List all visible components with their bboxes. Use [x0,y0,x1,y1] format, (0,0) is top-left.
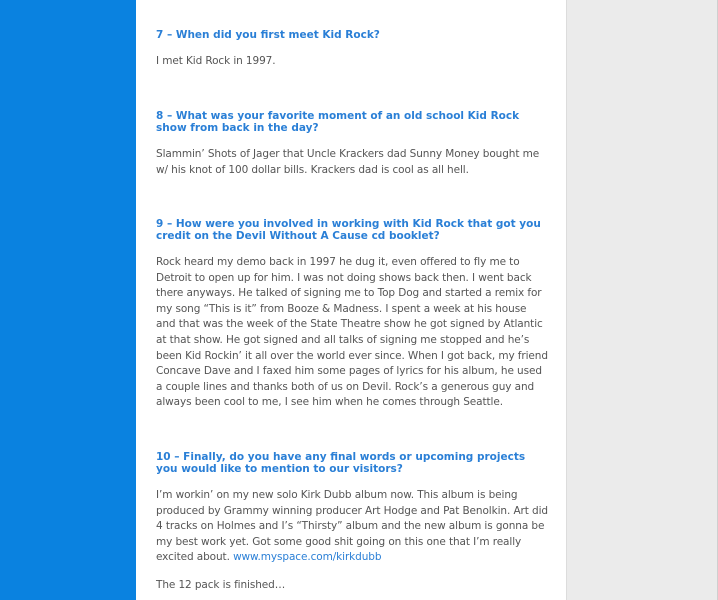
closing-line: The 12 pack is finished… [156,579,286,591]
answer-7: I met Kid Rock in 1997. [156,55,276,67]
question-9: 9 – How were you involved in working with Kid Rock that got you credit on the Devil Without A Cause cd booklet? [156,218,541,242]
article-content [136,0,567,600]
answer-10-text: I’m workin’ on my new solo Kirk Dubb album now. This album is being produced by Grammy winning producer Art Hodge and Pat Benolkin. Art did 4 tracks on Holmes and I’s “Thirsty” album and the new album is gonna be my best work yet. Got some good shit going on this one that I’m really excited about. [156,489,548,564]
answer-8: Slammin’ Shots of Jager that Uncle Krackers dad Sunny Money bought me w/ his knot of 100 dollar bills. Krackers dad is cool as all hell. [156,148,540,176]
left-blue-sidebar [0,0,136,600]
question-7: 7 – When did you first meet Kid Rock? [156,29,380,41]
question-8: 8 – What was your favorite moment of an old school Kid Rock show from back in the day? [156,110,520,134]
myspace-link[interactable]: www.myspace.com/kirkdubb [233,551,382,564]
question-10: 10 – Finally, do you have any final words or upcoming projects you would like to mention to our visitors? [156,451,526,475]
answer-9: Rock heard my demo back in 1997 he dug it, even offered to fly me to Detroit to open up for him. I was not doing shows back then. I went back there anyways. He talked of signing me to Top Dog and started a remix for my song “This is it” from Booze & Madness. I spent a week at his house and that was the week of the State Theatre show he got signed by Atlantic at that show. He got signed and all talks of signing me stopped and he’s been Kid Rockin’ it all over the world ever since. When I got back, my friend Concave Dave and I faxed him some pages of lyrics for his album, he used a couple lines and thanks both of us on Devil. Rock’s a generous guy and always been cool to me, I see him when he comes through Seattle. [156,256,548,409]
answer-10 [156,488,548,566]
